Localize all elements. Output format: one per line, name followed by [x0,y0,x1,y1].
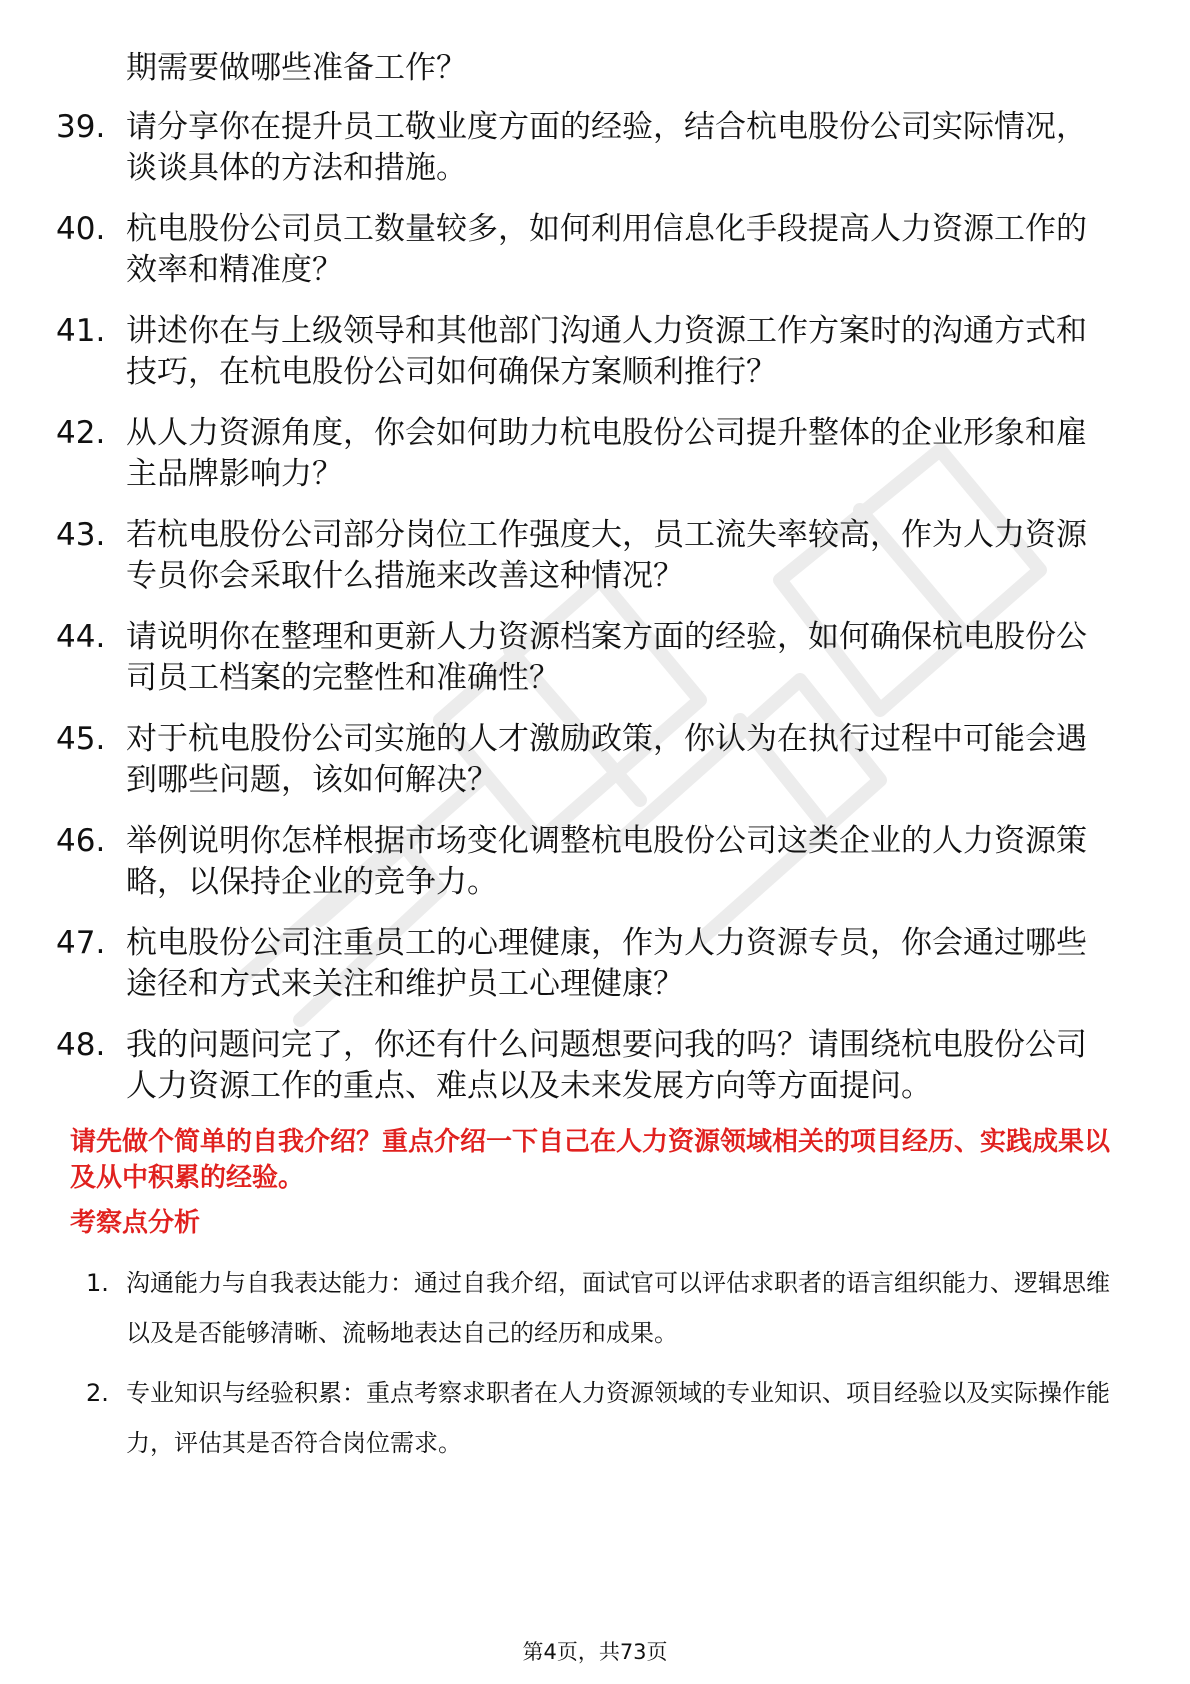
list-item [56,821,1116,903]
list-item [56,311,1116,393]
list-item [56,107,1116,189]
question-number: 41. [56,313,106,349]
question-text: 请说明你在整理和更新人力资源档案方面的经验，如何确保杭电股份公司员工档案的完整性和准确性？ [126,619,1087,696]
question-number: 40. [56,211,106,247]
list-item [86,1368,1126,1468]
analysis-list [86,1258,1126,1478]
analysis-text: 专业知识与经验积累：重点考察求职者在人力资源领域的专业知识、项目经验以及实际操作能力，评估其是否符合岗位需求。 [126,1379,1110,1457]
list-item [56,923,1116,1005]
question-text: 杭电股份公司员工数量较多，如何利用信息化手段提高人力资源工作的效率和精准度？ [126,211,1087,288]
question-text: 请分享你在提升员工敬业度方面的经验，结合杭电股份公司实际情况，谈谈具体的方法和措施。 [126,109,1087,186]
question-text: 杭电股份公司注重员工的心理健康，作为人力资源专员，你会通过哪些途径和方式来关注和维护员工心理健康？ [126,925,1087,1002]
list-item [86,1258,1126,1358]
list-item [56,209,1116,291]
question-number: 42. [56,415,106,451]
analysis-text: 沟通能力与自我表达能力：通过自我介绍，面试官可以评估求职者的语言组织能力、逻辑思维以及是否能够清晰、流畅地表达自己的经历和成果。 [126,1269,1110,1347]
question-number: 45. [56,721,106,757]
section-title: 考察点分析 [70,1208,201,1238]
question-number: 47. [56,925,106,961]
question-text: 我的问题问完了，你还有什么问题想要问我的吗？请围绕杭电股份公司人力资源工作的重点、难点以及未来发展方向等方面提问。 [126,1027,1087,1104]
question-number: 44. [56,619,106,655]
question-number: 43. [56,517,106,553]
question-text: 从人力资源角度，你会如何助力杭电股份公司提升整体的企业形象和雇主品牌影响力？ [126,415,1087,492]
list-item [56,515,1116,597]
question-list [56,48,1116,1127]
question-text: 举例说明你怎样根据市场变化调整杭电股份公司这类企业的人力资源策略，以保持企业的竞争力。 [126,823,1087,900]
list-item [56,719,1116,801]
question-continuation [56,48,1116,89]
page-footer: 第4页，共73页 [522,1640,668,1664]
question-number: 48. [56,1027,106,1063]
question-number: 39. [56,109,106,145]
question-text: 期需要做哪些准备工作？ [126,50,467,86]
analysis-number: 1. [86,1269,109,1297]
question-text: 讲述你在与上级领导和其他部门沟通人力资源工作方案时的沟通方式和技巧，在杭电股份公司如何确保方案顺利推行？ [126,313,1087,390]
question-number: 46. [56,823,106,859]
highlight-question: 请先做个简单的自我介绍？重点介绍一下自己在人力资源领域相关的项目经历、实践成果以及从中积累的经验。 [70,1127,1111,1193]
list-item [56,1025,1116,1107]
list-item [56,617,1116,699]
question-text: 若杭电股份公司部分岗位工作强度大，员工流失率较高，作为人力资源专员你会采取什么措施来改善这种情况？ [126,517,1087,594]
question-text: 对于杭电股份公司实施的人才激励政策，你认为在执行过程中可能会遇到哪些问题，该如何解决？ [126,721,1087,798]
list-item [56,413,1116,495]
analysis-number: 2. [86,1379,109,1407]
